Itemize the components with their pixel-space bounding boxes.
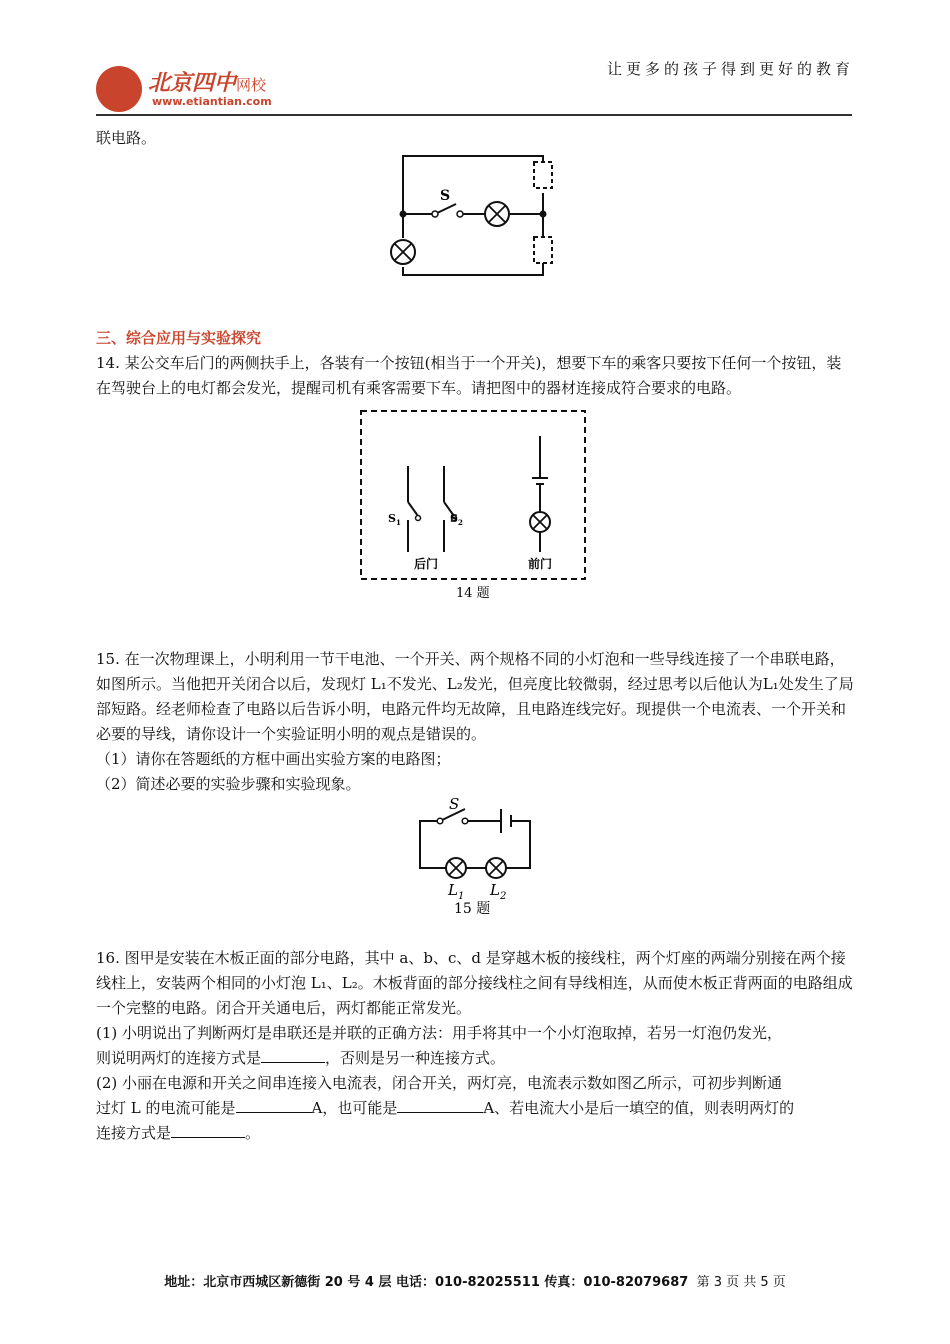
logo-suffix: 网校 [236, 76, 267, 94]
footer [0, 1271, 950, 1290]
q15-circuit-diagram [410, 795, 540, 920]
q14-s2-label: S [450, 512, 458, 525]
q16-item-2-line-3 [96, 1121, 856, 1146]
q15-l1-sub: 1 [457, 891, 465, 902]
q13-switch-label: S [440, 188, 451, 204]
q16-item-1-line-2 [96, 1046, 856, 1071]
logo-text: 北京四中 [148, 70, 237, 96]
svg-text:S2 [450, 512, 463, 527]
q15-switch-label: S [449, 795, 460, 813]
q16-item-2-line-2 [96, 1096, 856, 1121]
q15-l2-sub: 2 [499, 891, 507, 902]
q14-front-door-label: 前门 [528, 557, 553, 571]
logo-emblem-icon [96, 66, 142, 112]
q16-answer-blank-2[interactable] [236, 1096, 312, 1113]
q13-tail-text: 联电路。 [96, 129, 157, 147]
q16-item-2-prefix: 过灯 L 的电流可能是 [96, 1099, 236, 1117]
q15-caption: 15 题 [454, 901, 491, 917]
q16-item-2-line-3-prefix: 连接方式是 [96, 1124, 172, 1142]
q14-caption: 14 题 [456, 586, 490, 601]
q16-item-2-suffix: A、若电流大小是后一填空的值，则表明两灯的 [483, 1099, 795, 1117]
svg-text:L2 [489, 881, 506, 902]
q16-item-2-middle: A，也可能是 [311, 1099, 398, 1117]
q16-question-text: 16. 图甲是安装在木板正面的部分电路，其中 a、b、c、d 是穿越木板的接线柱，两个灯座的两端分别接在两个接线柱上，安装两个相同的小灯泡 L₁、L₂。木板背面的部分接线柱之间有导线相连，从而使木板正背两面的电路组成一个完整的电路。闭合开关通电后，两灯都能正常发光。 [96, 949, 853, 1017]
q15-l2-label: L [490, 881, 500, 899]
q15-item-2: （2）简述必要的实验步骤和实验现象。 [96, 775, 361, 793]
q16-item-1-line-1: (1) 小明说出了判断两灯是串联还是并联的正确方法：用手将其中一个小灯泡取掉，若另一灯泡仍发光， [96, 1024, 783, 1042]
logo-url: www.etiantian.com [152, 95, 272, 108]
q15-question-text: 15. 在一次物理课上，小明利用一节干电池、一个开关、两个规格不同的小灯泡和一些导线连接了一个串联电路，如图所示。当他把开关闭合以后，发现灯 L₁不发光、L₂发光，但亮度比较微弱，经过思考以后他认为L₁处发生了局部短路。经老师检查了电路以后告诉小明，电路元件均无故障，且电路连线完好。现提供一个电流表、一个开关和必要的导线，请你设计一个实验证明小明的观点是错误的。 [96, 650, 854, 743]
footer-page-number: 第 3 页 共 5 页 [696, 1275, 786, 1290]
q16-answer-blank-1[interactable] [261, 1046, 325, 1063]
q15-l1-label: L [448, 881, 458, 899]
q14-question-text: 14. 某公交车后门的两侧扶手上，各装有一个按钮(相当于一个开关)，想要下车的乘客只要按下任何一个按钮，装在驾驶台上的电灯都会发光，提醒司机有乘客需要下车。请把图中的器材连接成符合要求的电路。 [96, 354, 842, 397]
slogan: 让更多的孩子得到更好的教育 [606, 60, 854, 78]
svg-text:S1 [388, 512, 401, 527]
footer-address: 地址：北京市西城区新德街 20 号 4 层 电话：010-82025511 传真：010-82079687 [164, 1275, 689, 1290]
section-title: 三、综合应用与实验探究 [96, 329, 262, 347]
logo [96, 64, 276, 114]
q16-answer-blank-4[interactable] [171, 1121, 245, 1138]
q14-circuit-diagram [358, 408, 590, 604]
q16-answer-blank-3[interactable] [397, 1096, 483, 1113]
q16-item-1-suffix: ，否则是另一种连接方式。 [325, 1049, 506, 1067]
q16-item-2-line-1: (2) 小丽在电源和开关之间串连接入电流表，闭合开关，两灯亮，电流表示数如图乙所示，可初步判断通 [96, 1074, 783, 1092]
svg-text:L1 [447, 881, 464, 902]
q16-item-1-prefix: 则说明两灯的连接方式是 [96, 1049, 262, 1067]
q14-s1-label: S [388, 512, 396, 525]
q15-item-1: （1）请你在答题纸的方框中画出实验方案的电路图； [96, 750, 451, 768]
q13-circuit-diagram [380, 150, 570, 285]
q14-s2-sub: 2 [457, 518, 463, 527]
q14-rear-door-label: 后门 [414, 557, 439, 571]
q14-s1-sub: 1 [395, 518, 401, 527]
q16-item-2-line-3-suffix: 。 [245, 1124, 261, 1142]
header-divider [96, 114, 852, 116]
